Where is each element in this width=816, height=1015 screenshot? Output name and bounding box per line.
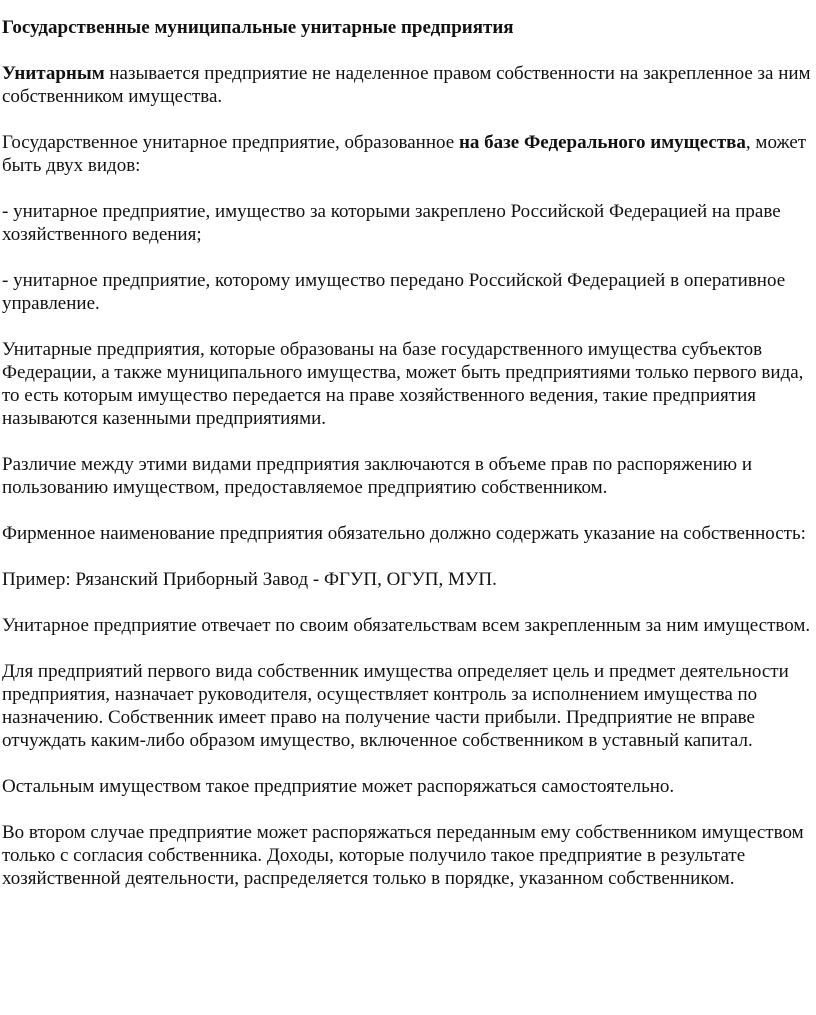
bold-term-federal-property: на базе Федерального имущества [458, 132, 746, 153]
paragraph-company-name: Фирменное наименование предприятия обязательно должно содержать указание на собственность: [2, 523, 806, 544]
paragraph-state-enterprise [2, 131, 812, 177]
paragraph-type-operational-management: - унитарное предприятие, которому имущество передано Российской Федерацией в оперативное управление. [2, 270, 786, 314]
bold-term-unitary: Унитарным [2, 63, 105, 84]
paragraph-text: , может быть двух видов: [2, 132, 807, 176]
paragraph-first-type-owner: Для предприятий первого вида собственник имущества определяет цель и предмет деятельности предприятия, назначает руководителя, осуществляет контроль за исполнением имущества по назначению. Собственник имеет право на получение части прибыли. Предприятие не вправе отчуждать каким-либо образом имущество, включенное собственником в уставный капитал. [2, 661, 789, 751]
paragraph-text: называется предприятие не наделенное правом собственности на закрепленное за ним собственником имущества. [2, 63, 811, 107]
paragraph-subjects-federation: Унитарные предприятия, которые образованы на базе государственного имущества субъектов Федерации, а также муниципального имущества, может быть предприятиями только первого вида, то есть которым имущество передается на праве хозяйственного ведения, такие предприятия называются казенными предприятиями. [2, 339, 804, 429]
paragraph-text: Государственное унитарное предприятие, образованное [2, 132, 459, 153]
document-page [2, 16, 812, 890]
paragraph-example: Пример: Рязанский Приборный Завод - ФГУП, ОГУП, МУП. [2, 569, 497, 590]
paragraph-type-economic-management: - унитарное предприятие, имущество за которыми закреплено Российской Федерацией на праве хозяйственного ведения; [2, 201, 781, 245]
paragraph-remaining-property: Остальным имуществом такое предприятие может распоряжаться самостоятельно. [2, 776, 675, 797]
paragraph-second-case: Во втором случае предприятие может распоряжаться переданным ему собственником имуществом только с согласия собственника. Доходы, которые получило такое предприятие в результате хозяйственной деятельности, распределяется только в порядке, указанном собственником. [2, 822, 804, 889]
paragraph-liability: Унитарное предприятие отвечает по своим обязательствам всем закрепленным за ним имуществом. [2, 615, 811, 636]
paragraph-difference: Различие между этими видами предприятия заключаются в объеме прав по распоряжению и пользованию имуществом, предоставляемое предприятию собственником. [2, 454, 753, 498]
paragraph-unitary-definition [2, 62, 812, 108]
document-title: Государственные муниципальные унитарные предприятия [2, 17, 514, 38]
